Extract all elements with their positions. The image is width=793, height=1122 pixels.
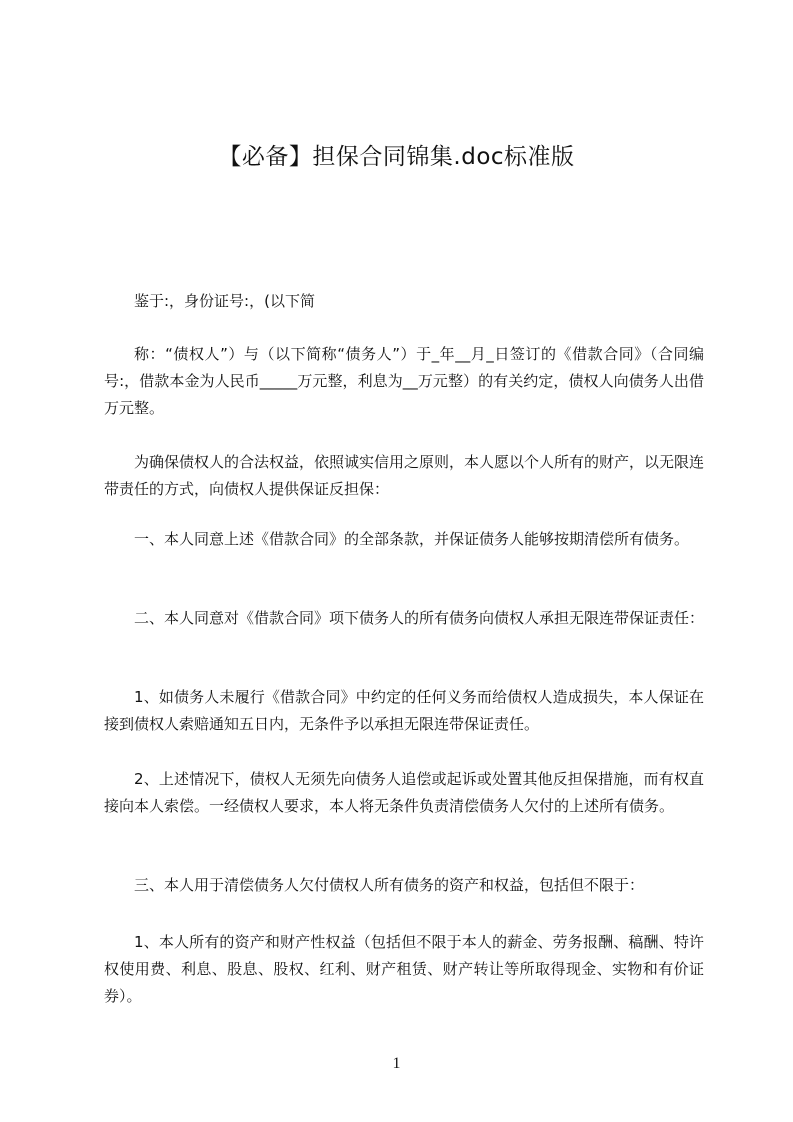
paragraph-purpose: 为确保债权人的合法权益，依照诚实信用之原则，本人愿以个人所有的财产，以无限连带责任的方式，向债权人提供保证反担保：	[104, 453, 705, 498]
paragraph-clause-2-item-2: 2、上述情况下，债权人无须先向债务人追偿或起诉或处置其他反担保措施，而有权直接向本人索偿。一经债权人要求，本人将无条件负责清偿债务人欠付的上述所有债务。	[104, 770, 704, 815]
paragraph-clause-3-item-1: 1、本人所有的资产和财产性权益（包括但不限于本人的薪金、劳务报酬、稿酬、特许权使用费、利息、股息、股权、红利、财产租赁、财产转让等所取得现金、实物和有价证券）。	[104, 933, 704, 1005]
paragraph-clause-2-item-1: 1、如债务人未履行《借款合同》中约定的任何义务而给债权人造成损失，本人保证在接到债权人索赔通知五日内，无条件予以承担无限连带保证责任。	[104, 688, 704, 733]
paragraph-clause-3: 三、本人用于清偿债务人欠付债权人所有债务的资产和权益，包括但不限于：	[134, 876, 645, 894]
paragraph-clause-1: 一、本人同意上述《借款合同》的全部条款，并保证债务人能够按期清偿所有债务。	[134, 530, 690, 548]
paragraph-clause-2: 二、本人同意对《借款合同》项下债务人的所有债务向债权人承担无限连带保证责任：	[134, 609, 705, 627]
paragraph-intro: 鉴于:，身份证号:，(以下简	[134, 292, 315, 310]
page-number: 1	[392, 1055, 401, 1072]
document-title: 【必备】担保合同锦集.doc标准版	[218, 144, 575, 170]
paragraph-parties: 称：“债权人”）与（以下简称“债务人”）于_年__月_日签订的《借款合同》（合同编号:，借款本金为人民币_____万元整，利息为__万元整）的有关约定，债权人向债务人出借万元整。	[104, 345, 704, 417]
